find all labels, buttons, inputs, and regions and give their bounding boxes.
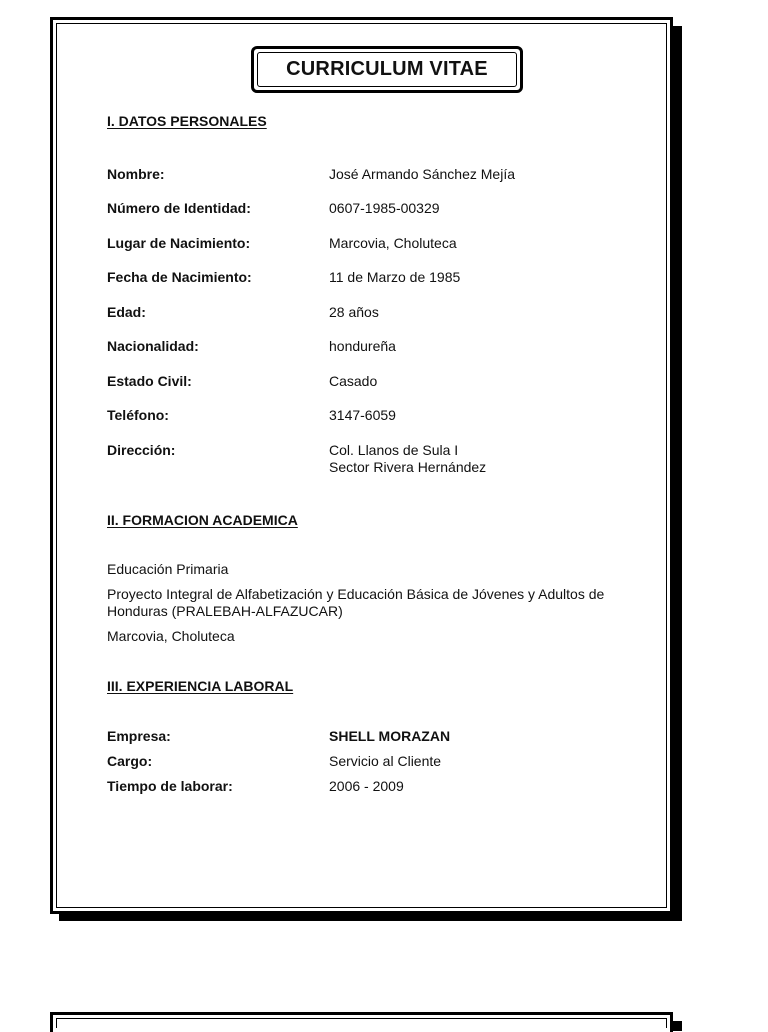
education-institution-line-1: Proyecto Integral de Alfabetización y Educación Básica de Jóvenes y Adultos de xyxy=(107,586,605,602)
label-estado-civil: Estado Civil: xyxy=(107,373,192,389)
document-title: CURRICULUM VITAE xyxy=(257,52,517,87)
section-personal-heading: I. DATOS PERSONALES xyxy=(107,113,267,129)
label-empresa: Empresa: xyxy=(107,728,171,744)
section-experience-heading: III. EXPERIENCIA LABORAL xyxy=(107,678,294,694)
value-cargo: Servicio al Cliente xyxy=(329,753,442,769)
value-direccion-line-2: Sector Rivera Hernández xyxy=(329,459,487,475)
label-nombre: Nombre: xyxy=(107,166,165,182)
label-direccion: Dirección: xyxy=(107,442,176,458)
label-identidad: Número de Identidad: xyxy=(107,200,251,216)
section-education-heading: II. FORMACION ACADEMICA xyxy=(107,512,298,528)
value-nombre: José Armando Sánchez Mejía xyxy=(329,166,515,182)
education-level: Educación Primaria xyxy=(107,561,229,577)
label-edad: Edad: xyxy=(107,304,146,320)
education-location: Marcovia, Choluteca xyxy=(107,628,235,644)
label-tiempo-laborar: Tiempo de laborar: xyxy=(107,778,233,794)
value-fecha-nacimiento: 11 de Marzo de 1985 xyxy=(329,269,461,285)
label-nacionalidad: Nacionalidad: xyxy=(107,338,199,354)
value-tiempo-laborar: 2006 - 2009 xyxy=(329,778,404,794)
education-institution-line-2: Honduras (PRALEBAH-ALFAZUCAR) xyxy=(107,603,343,619)
value-nacionalidad: hondureña xyxy=(329,338,396,354)
value-telefono: 3147-6059 xyxy=(329,407,396,423)
value-estado-civil: Casado xyxy=(329,373,378,389)
value-empresa: SHELL MORAZAN xyxy=(329,728,451,744)
value-edad: 28 años xyxy=(329,304,379,320)
next-page-inner-border xyxy=(56,1018,667,1028)
title-box xyxy=(251,46,523,93)
label-fecha-nacimiento: Fecha de Nacimiento: xyxy=(107,269,252,285)
label-telefono: Teléfono: xyxy=(107,407,169,423)
value-direccion-line-1: Col. Llanos de Sula I xyxy=(329,442,459,458)
label-cargo: Cargo: xyxy=(107,753,153,769)
label-lugar-nacimiento: Lugar de Nacimiento: xyxy=(107,235,251,251)
value-identidad: 0607-1985-00329 xyxy=(329,200,440,216)
value-lugar-nacimiento: Marcovia, Choluteca xyxy=(329,235,457,251)
